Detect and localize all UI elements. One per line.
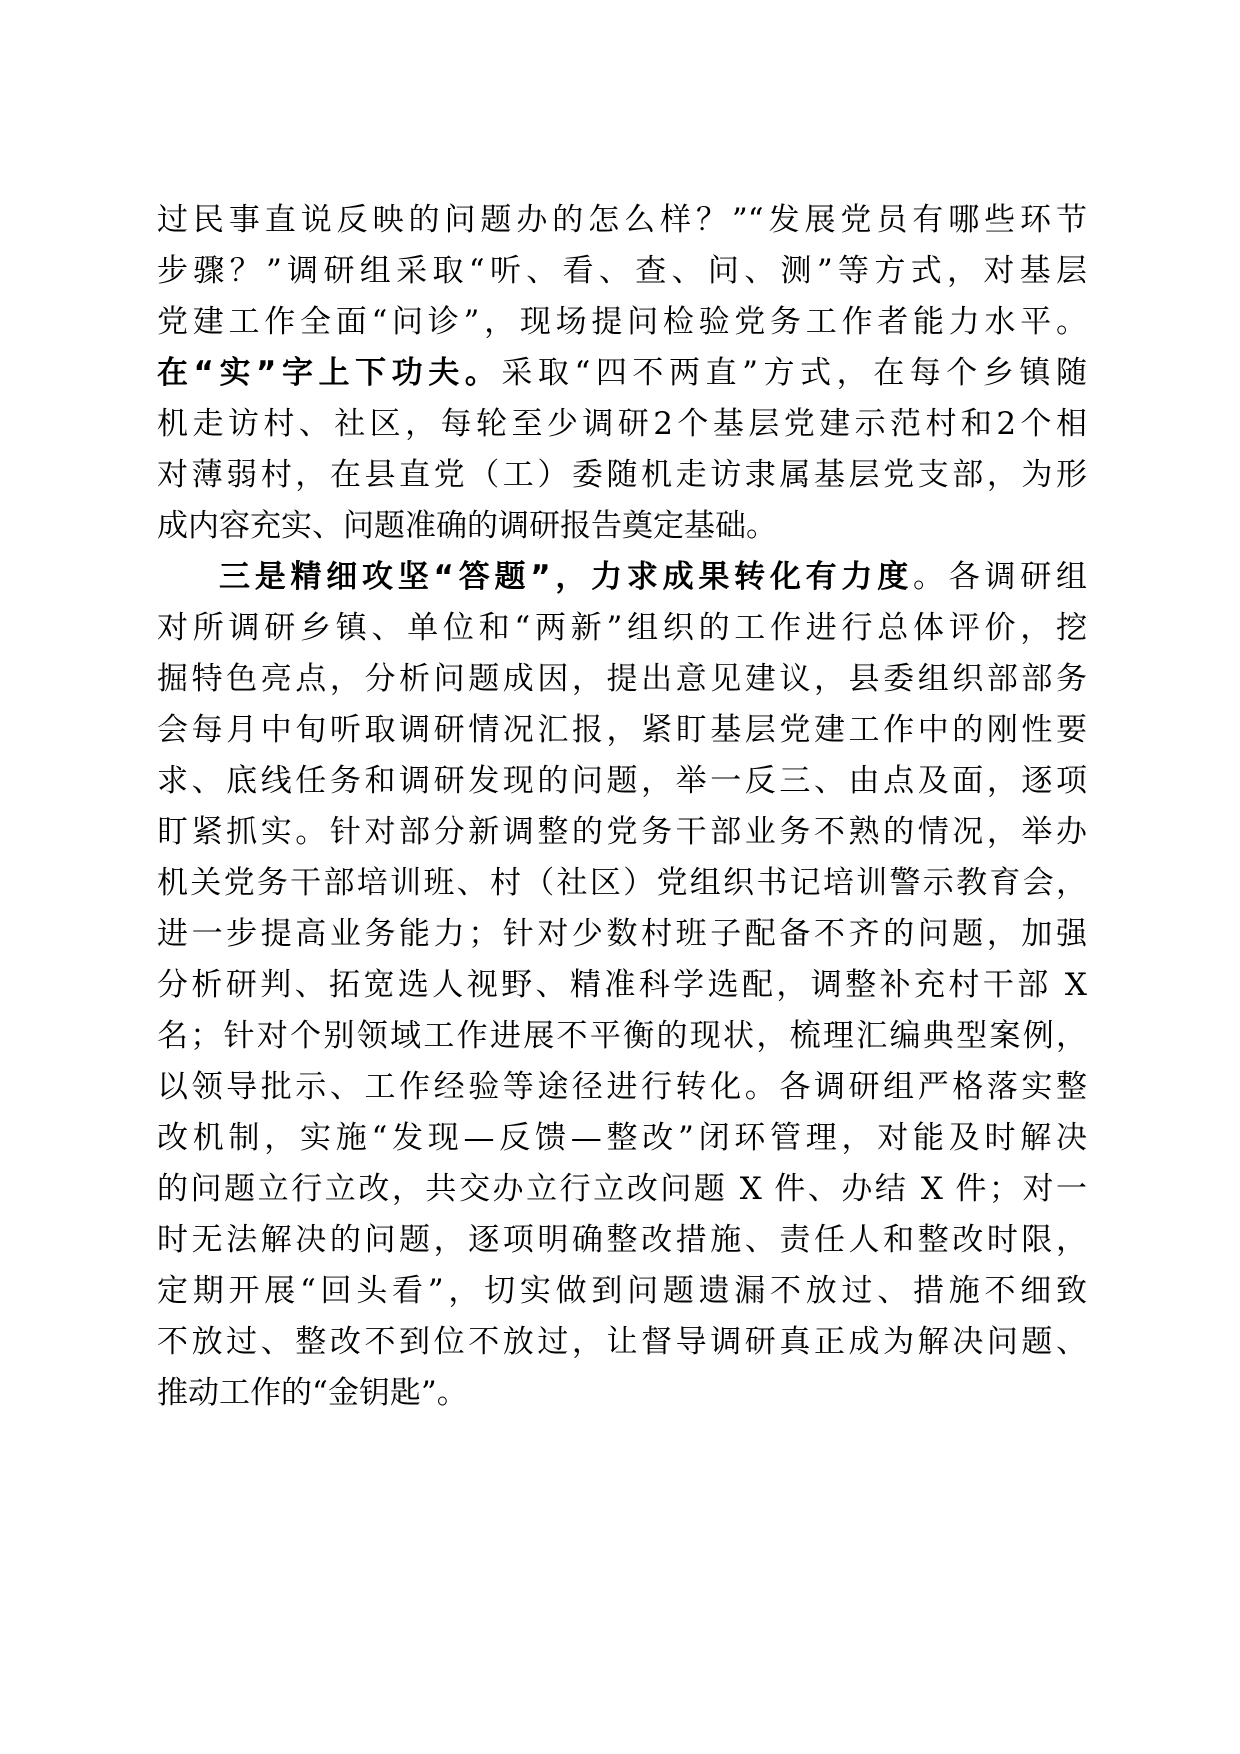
text-line: 会每月中旬听取调研情况汇报，紧盯基层党建工作中的刚性要	[157, 712, 1087, 748]
paragraph-1	[157, 195, 1087, 552]
text-line-with-heading	[157, 348, 1087, 399]
text-line: 成内容充实、问题准确的调研报告奠定基础。	[157, 508, 777, 544]
text-line: 进一步提高业务能力；针对少数村班子配备不齐的问题，加强	[157, 916, 1087, 952]
text-line: 盯紧抓实。针对部分新调整的党务干部业务不熟的情况，举办	[157, 814, 1087, 850]
text-line-with-heading	[157, 552, 1087, 603]
text-line: 步骤？”调研组采取“听、看、查、问、测”等方式，对基层	[157, 253, 1087, 289]
text-line: 机走访村、社区，每轮至少调研2个基层党建示范村和2个相	[157, 406, 1087, 442]
text-run: 采取“四不两直”方式，在每个乡镇随	[501, 355, 1087, 391]
text-line: 党建工作全面“问诊”，现场提问检验党务工作者能力水平。	[157, 304, 1087, 340]
text-line: 不放过、整改不到位不放过，让督导调研真正成为解决问题、	[157, 1324, 1087, 1360]
text-run: 。各调研组	[912, 559, 1088, 595]
text-line: 名；针对个别领域工作进展不平衡的现状，梳理汇编典型案例，	[157, 1018, 1087, 1054]
text-line: 推动工作的“金钥匙”。	[157, 1375, 468, 1411]
text-line: 的问题立行立改，共交办立行立改问题 X 件、办结 X 件；对一	[157, 1171, 1087, 1207]
paragraph-heading: 三是精细攻坚“答题”，力求成果转化有力度	[219, 559, 913, 595]
text-line: 掘特色亮点，分析问题成因，提出意见建议，县委组织部部务	[157, 661, 1087, 697]
inline-heading: 在“实”字上下功夫。	[157, 355, 502, 391]
text-line: 时无法解决的问题，逐项明确整改措施、责任人和整改时限，	[157, 1222, 1087, 1258]
text-line: 对所调研乡镇、单位和“两新”组织的工作进行总体评价，挖	[157, 610, 1087, 646]
text-line: 以领导批示、工作经验等途径进行转化。各调研组严格落实整	[157, 1069, 1087, 1105]
text-line: 分析研判、拓宽选人视野、精准科学选配，调整补充村干部 X	[157, 967, 1087, 1003]
text-line: 机关党务干部培训班、村（社区）党组织书记培训警示教育会，	[157, 865, 1087, 901]
text-line: 改机制，实施“发现—反馈—整改”闭环管理，对能及时解决	[157, 1120, 1087, 1156]
document-body	[157, 195, 1087, 1419]
text-line: 求、底线任务和调研发现的问题，举一反三、由点及面，逐项	[157, 763, 1087, 799]
text-line: 过民事直说反映的问题办的怎么样？”“发展党员有哪些环节	[157, 202, 1087, 238]
text-line: 对薄弱村，在县直党（工）委随机走访隶属基层党支部，为形	[157, 457, 1087, 493]
paragraph-2	[157, 552, 1087, 1419]
text-line: 定期开展“回头看”，切实做到问题遗漏不放过、措施不细致	[157, 1273, 1087, 1309]
